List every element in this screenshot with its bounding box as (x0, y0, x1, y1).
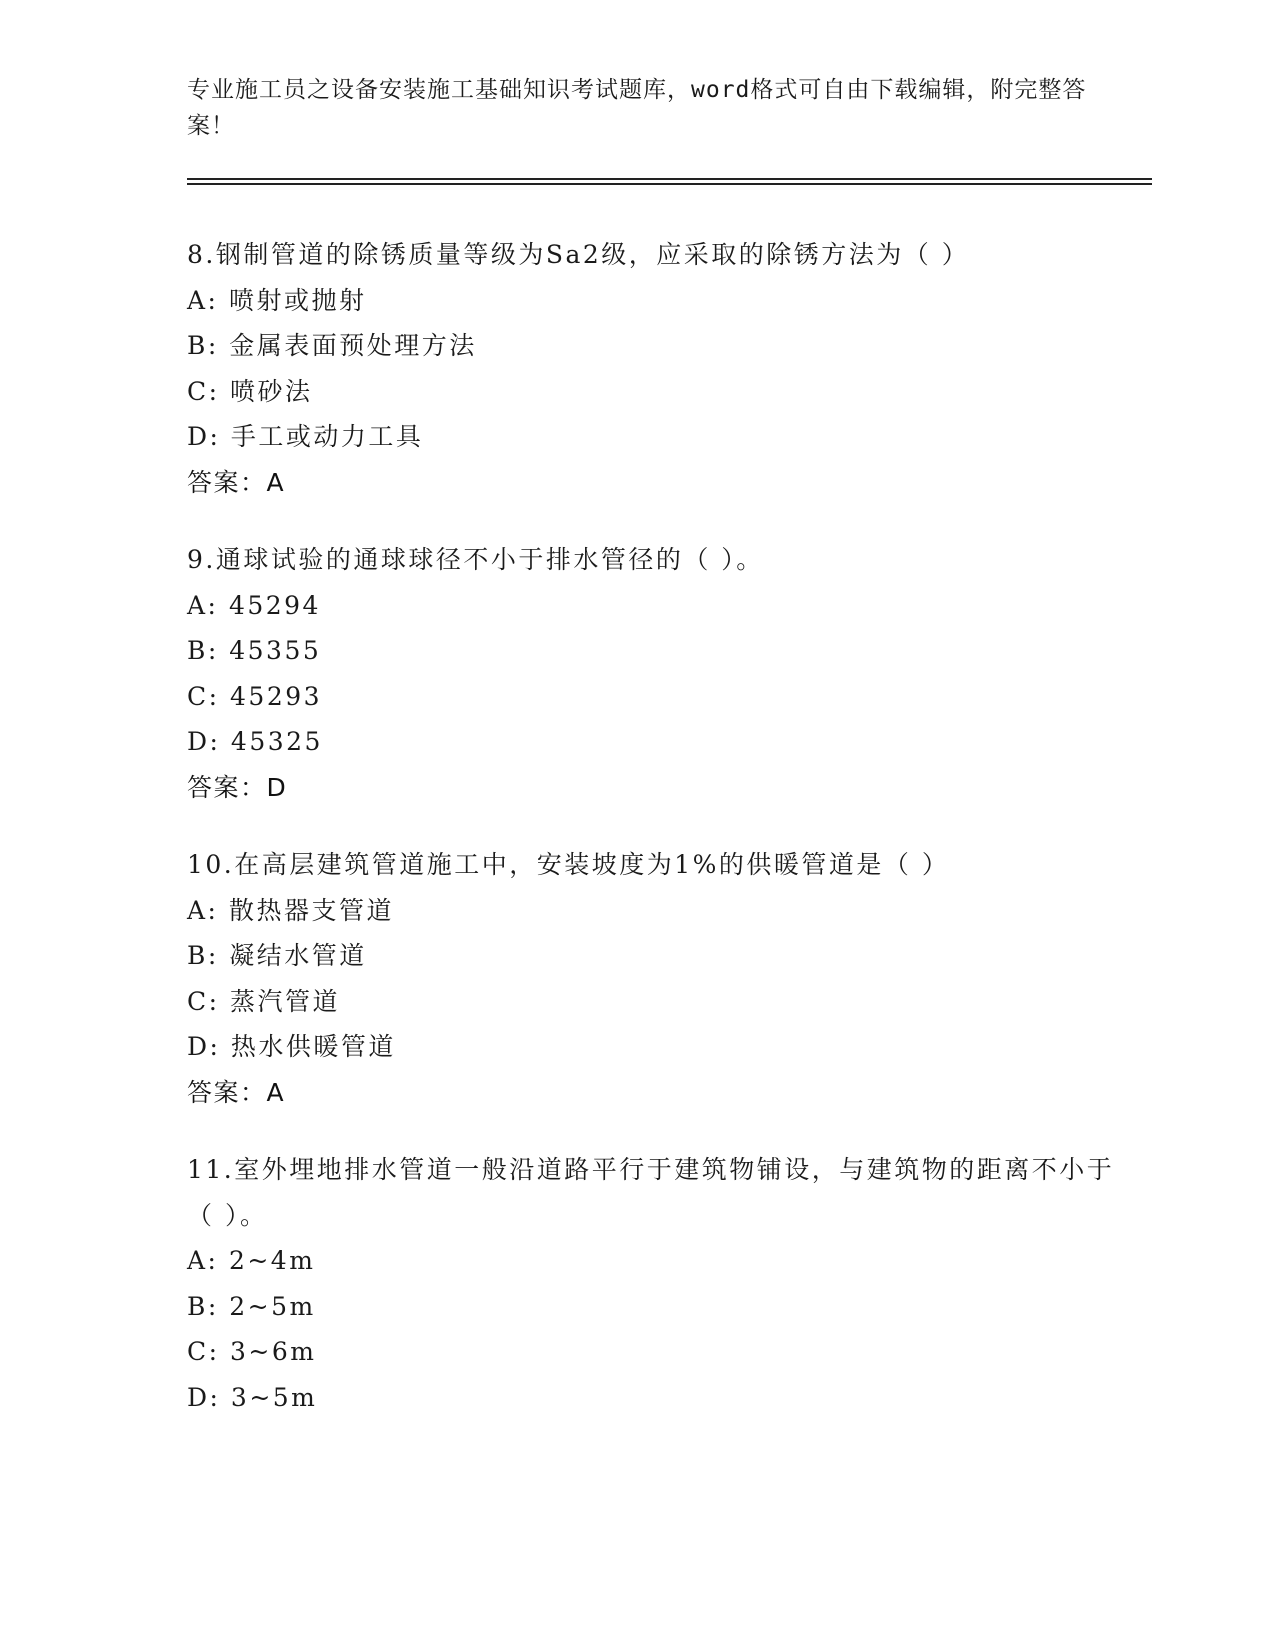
option-label: C: (187, 681, 220, 711)
question-text: 10.在高层建筑管道施工中，安装坡度为1%的供暖管道是（ ） (187, 850, 950, 879)
question-list (187, 232, 1117, 1452)
option-label: D: (187, 1382, 221, 1412)
option-label: D: (187, 422, 221, 451)
option-d (187, 719, 1117, 765)
option-c (187, 1329, 1117, 1375)
option-label: A: (187, 590, 219, 620)
answer-line: 答案：A (187, 467, 286, 497)
question-text: 9.通球试验的通球球径不小于排水管径的（ ）。 (187, 545, 764, 574)
option-text: 金属表面预处理方法 (229, 331, 477, 360)
option-a (187, 888, 1117, 934)
option-text: 凝结水管道 (229, 941, 367, 970)
option-text: 散热器支管道 (228, 895, 394, 925)
option-label: B: (187, 636, 219, 665)
option-text: 手工或动力工具 (230, 422, 424, 451)
question-8 (187, 232, 1117, 505)
question-10 (187, 842, 1117, 1115)
answer-line: 答案：D (187, 772, 288, 802)
option-c (187, 674, 1117, 720)
option-text: 3~5m (230, 1382, 318, 1412)
option-c (187, 369, 1117, 415)
option-b (187, 323, 1117, 369)
answer-line: 答案：A (187, 1077, 286, 1107)
option-text: 2~4m (228, 1246, 316, 1275)
option-b (187, 628, 1117, 674)
option-label: C: (187, 986, 220, 1016)
option-d (187, 1375, 1117, 1421)
option-label: B: (187, 941, 219, 970)
option-text: 喷射或抛射 (228, 285, 367, 315)
question-9 (187, 537, 1117, 810)
option-a (187, 1238, 1117, 1284)
option-label: B: (187, 331, 219, 360)
question-text: 8.钢制管道的除锈质量等级为Sa2级，应采取的除锈方法为（ ） (187, 240, 970, 269)
option-label: A: (187, 895, 219, 925)
option-a (187, 278, 1117, 324)
question-11 (187, 1147, 1117, 1420)
option-label: B: (187, 1291, 219, 1321)
option-label: C: (187, 1337, 220, 1366)
option-text: 45355 (229, 636, 322, 665)
option-label: A: (187, 285, 219, 315)
option-text: 45293 (230, 681, 323, 711)
option-b (187, 1284, 1117, 1330)
option-text: 3~6m (230, 1337, 317, 1366)
option-b (187, 933, 1117, 979)
document-header: 专业施工员之设备安装施工基础知识考试题库，word格式可自由下载编辑，附完整答案！ (187, 77, 1087, 139)
option-text: 热水供暖管道 (230, 1032, 396, 1061)
option-text: 45294 (228, 590, 321, 620)
header-divider-bottom (187, 183, 1152, 185)
option-label: D: (187, 1032, 221, 1061)
option-label: D: (187, 727, 221, 756)
option-d (187, 1024, 1117, 1070)
option-label: C: (187, 376, 220, 406)
option-a (187, 583, 1117, 629)
option-text: 2~5m (229, 1291, 316, 1321)
option-text: 蒸汽管道 (230, 986, 341, 1016)
option-c (187, 979, 1117, 1025)
question-text: 11.室外埋地排水管道一般沿道路平行于建筑物铺设，与建筑物的距离不小于（ ）。 (187, 1155, 1115, 1230)
option-text: 喷砂法 (230, 376, 313, 406)
option-label: A: (187, 1246, 219, 1275)
header-divider-top (187, 178, 1152, 180)
option-text: 45325 (230, 727, 323, 756)
option-d (187, 414, 1117, 460)
